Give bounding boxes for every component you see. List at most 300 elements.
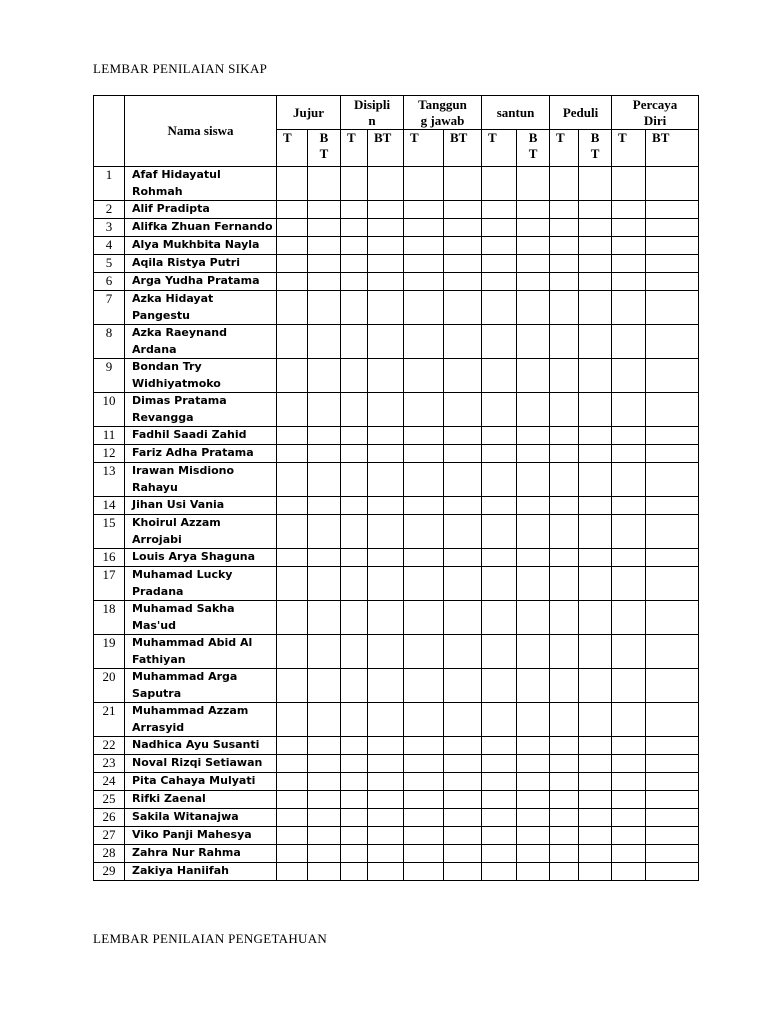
- score-cell[interactable]: [612, 549, 646, 567]
- score-cell[interactable]: [308, 809, 341, 827]
- score-cell[interactable]: [308, 567, 341, 601]
- score-cell[interactable]: [482, 737, 517, 755]
- score-cell[interactable]: [612, 827, 646, 845]
- score-cell[interactable]: [308, 497, 341, 515]
- score-cell[interactable]: [579, 549, 612, 567]
- score-cell[interactable]: [517, 255, 550, 273]
- score-cell[interactable]: [482, 863, 517, 881]
- score-cell[interactable]: [404, 863, 444, 881]
- score-cell[interactable]: [404, 755, 444, 773]
- score-cell[interactable]: [646, 237, 699, 255]
- score-cell[interactable]: [579, 669, 612, 703]
- score-cell[interactable]: [579, 703, 612, 737]
- score-cell[interactable]: [341, 737, 368, 755]
- score-cell[interactable]: [646, 863, 699, 881]
- score-cell[interactable]: [308, 863, 341, 881]
- score-cell[interactable]: [404, 497, 444, 515]
- score-cell[interactable]: [646, 809, 699, 827]
- score-cell[interactable]: [550, 863, 579, 881]
- score-cell[interactable]: [341, 291, 368, 325]
- score-cell[interactable]: [368, 219, 404, 237]
- score-cell[interactable]: [646, 669, 699, 703]
- score-cell[interactable]: [550, 167, 579, 201]
- score-cell[interactable]: [368, 755, 404, 773]
- score-cell[interactable]: [341, 463, 368, 497]
- score-cell[interactable]: [612, 445, 646, 463]
- score-cell[interactable]: [368, 325, 404, 359]
- score-cell[interactable]: [482, 845, 517, 863]
- score-cell[interactable]: [404, 359, 444, 393]
- score-cell[interactable]: [341, 601, 368, 635]
- score-cell[interactable]: [308, 325, 341, 359]
- score-cell[interactable]: [368, 291, 404, 325]
- score-cell[interactable]: [612, 273, 646, 291]
- score-cell[interactable]: [404, 669, 444, 703]
- score-cell[interactable]: [341, 567, 368, 601]
- score-cell[interactable]: [612, 755, 646, 773]
- score-cell[interactable]: [579, 515, 612, 549]
- score-cell[interactable]: [646, 737, 699, 755]
- score-cell[interactable]: [517, 601, 550, 635]
- score-cell[interactable]: [612, 863, 646, 881]
- score-cell[interactable]: [482, 549, 517, 567]
- score-cell[interactable]: [646, 427, 699, 445]
- score-cell[interactable]: [517, 845, 550, 863]
- score-cell[interactable]: [612, 237, 646, 255]
- score-cell[interactable]: [341, 669, 368, 703]
- score-cell[interactable]: [646, 463, 699, 497]
- score-cell[interactable]: [444, 737, 482, 755]
- score-cell[interactable]: [277, 393, 308, 427]
- score-cell[interactable]: [646, 635, 699, 669]
- score-cell[interactable]: [277, 497, 308, 515]
- score-cell[interactable]: [550, 445, 579, 463]
- score-cell[interactable]: [579, 167, 612, 201]
- score-cell[interactable]: [444, 291, 482, 325]
- score-cell[interactable]: [646, 567, 699, 601]
- score-cell[interactable]: [404, 809, 444, 827]
- score-cell[interactable]: [308, 549, 341, 567]
- score-cell[interactable]: [517, 219, 550, 237]
- score-cell[interactable]: [277, 255, 308, 273]
- score-cell[interactable]: [646, 601, 699, 635]
- score-cell[interactable]: [368, 359, 404, 393]
- score-cell[interactable]: [579, 635, 612, 669]
- score-cell[interactable]: [308, 737, 341, 755]
- score-cell[interactable]: [308, 445, 341, 463]
- score-cell[interactable]: [482, 827, 517, 845]
- score-cell[interactable]: [550, 325, 579, 359]
- score-cell[interactable]: [444, 567, 482, 601]
- score-cell[interactable]: [482, 445, 517, 463]
- score-cell[interactable]: [612, 219, 646, 237]
- score-cell[interactable]: [612, 601, 646, 635]
- score-cell[interactable]: [550, 359, 579, 393]
- score-cell[interactable]: [482, 515, 517, 549]
- score-cell[interactable]: [482, 427, 517, 445]
- score-cell[interactable]: [308, 703, 341, 737]
- score-cell[interactable]: [341, 773, 368, 791]
- score-cell[interactable]: [579, 393, 612, 427]
- score-cell[interactable]: [646, 703, 699, 737]
- score-cell[interactable]: [277, 515, 308, 549]
- score-cell[interactable]: [444, 219, 482, 237]
- score-cell[interactable]: [277, 359, 308, 393]
- score-cell[interactable]: [517, 515, 550, 549]
- score-cell[interactable]: [517, 755, 550, 773]
- score-cell[interactable]: [404, 237, 444, 255]
- score-cell[interactable]: [612, 809, 646, 827]
- score-cell[interactable]: [404, 601, 444, 635]
- score-cell[interactable]: [404, 635, 444, 669]
- score-cell[interactable]: [444, 703, 482, 737]
- score-cell[interactable]: [277, 445, 308, 463]
- score-cell[interactable]: [444, 463, 482, 497]
- score-cell[interactable]: [579, 291, 612, 325]
- score-cell[interactable]: [646, 167, 699, 201]
- score-cell[interactable]: [341, 237, 368, 255]
- score-cell[interactable]: [341, 393, 368, 427]
- score-cell[interactable]: [444, 827, 482, 845]
- score-cell[interactable]: [646, 325, 699, 359]
- score-cell[interactable]: [579, 427, 612, 445]
- score-cell[interactable]: [277, 755, 308, 773]
- score-cell[interactable]: [308, 291, 341, 325]
- score-cell[interactable]: [308, 273, 341, 291]
- score-cell[interactable]: [308, 167, 341, 201]
- score-cell[interactable]: [308, 393, 341, 427]
- score-cell[interactable]: [308, 515, 341, 549]
- score-cell[interactable]: [579, 219, 612, 237]
- score-cell[interactable]: [277, 273, 308, 291]
- score-cell[interactable]: [612, 567, 646, 601]
- score-cell[interactable]: [404, 445, 444, 463]
- score-cell[interactable]: [308, 669, 341, 703]
- score-cell[interactable]: [444, 809, 482, 827]
- score-cell[interactable]: [341, 515, 368, 549]
- score-cell[interactable]: [368, 237, 404, 255]
- score-cell[interactable]: [612, 291, 646, 325]
- score-cell[interactable]: [444, 359, 482, 393]
- score-cell[interactable]: [550, 635, 579, 669]
- score-cell[interactable]: [341, 255, 368, 273]
- score-cell[interactable]: [579, 845, 612, 863]
- score-cell[interactable]: [341, 273, 368, 291]
- score-cell[interactable]: [579, 463, 612, 497]
- score-cell[interactable]: [277, 827, 308, 845]
- score-cell[interactable]: [277, 635, 308, 669]
- score-cell[interactable]: [368, 635, 404, 669]
- score-cell[interactable]: [517, 863, 550, 881]
- score-cell[interactable]: [646, 549, 699, 567]
- score-cell[interactable]: [404, 255, 444, 273]
- score-cell[interactable]: [482, 393, 517, 427]
- score-cell[interactable]: [277, 601, 308, 635]
- score-cell[interactable]: [277, 737, 308, 755]
- score-cell[interactable]: [308, 601, 341, 635]
- score-cell[interactable]: [550, 497, 579, 515]
- score-cell[interactable]: [517, 497, 550, 515]
- score-cell[interactable]: [404, 567, 444, 601]
- score-cell[interactable]: [482, 167, 517, 201]
- score-cell[interactable]: [308, 201, 341, 219]
- score-cell[interactable]: [277, 773, 308, 791]
- score-cell[interactable]: [646, 845, 699, 863]
- score-cell[interactable]: [444, 845, 482, 863]
- score-cell[interactable]: [612, 359, 646, 393]
- score-cell[interactable]: [612, 325, 646, 359]
- score-cell[interactable]: [579, 791, 612, 809]
- score-cell[interactable]: [550, 219, 579, 237]
- score-cell[interactable]: [579, 601, 612, 635]
- score-cell[interactable]: [579, 445, 612, 463]
- score-cell[interactable]: [368, 827, 404, 845]
- score-cell[interactable]: [482, 273, 517, 291]
- score-cell[interactable]: [579, 255, 612, 273]
- score-cell[interactable]: [550, 703, 579, 737]
- score-cell[interactable]: [341, 549, 368, 567]
- score-cell[interactable]: [646, 255, 699, 273]
- score-cell[interactable]: [341, 219, 368, 237]
- score-cell[interactable]: [444, 167, 482, 201]
- score-cell[interactable]: [444, 445, 482, 463]
- score-cell[interactable]: [368, 273, 404, 291]
- score-cell[interactable]: [612, 463, 646, 497]
- score-cell[interactable]: [277, 201, 308, 219]
- score-cell[interactable]: [550, 549, 579, 567]
- score-cell[interactable]: [579, 773, 612, 791]
- score-cell[interactable]: [404, 703, 444, 737]
- score-cell[interactable]: [482, 291, 517, 325]
- score-cell[interactable]: [308, 827, 341, 845]
- score-cell[interactable]: [368, 427, 404, 445]
- score-cell[interactable]: [646, 273, 699, 291]
- score-cell[interactable]: [277, 567, 308, 601]
- score-cell[interactable]: [579, 201, 612, 219]
- score-cell[interactable]: [550, 809, 579, 827]
- score-cell[interactable]: [341, 703, 368, 737]
- score-cell[interactable]: [368, 703, 404, 737]
- score-cell[interactable]: [517, 567, 550, 601]
- score-cell[interactable]: [308, 237, 341, 255]
- score-cell[interactable]: [368, 201, 404, 219]
- score-cell[interactable]: [482, 567, 517, 601]
- score-cell[interactable]: [341, 827, 368, 845]
- score-cell[interactable]: [341, 635, 368, 669]
- score-cell[interactable]: [579, 273, 612, 291]
- score-cell[interactable]: [550, 601, 579, 635]
- score-cell[interactable]: [646, 827, 699, 845]
- score-cell[interactable]: [308, 635, 341, 669]
- score-cell[interactable]: [646, 773, 699, 791]
- score-cell[interactable]: [550, 291, 579, 325]
- score-cell[interactable]: [444, 755, 482, 773]
- score-cell[interactable]: [612, 201, 646, 219]
- score-cell[interactable]: [341, 167, 368, 201]
- score-cell[interactable]: [277, 845, 308, 863]
- score-cell[interactable]: [579, 325, 612, 359]
- score-cell[interactable]: [482, 669, 517, 703]
- score-cell[interactable]: [579, 755, 612, 773]
- score-cell[interactable]: [550, 791, 579, 809]
- score-cell[interactable]: [612, 515, 646, 549]
- score-cell[interactable]: [482, 237, 517, 255]
- score-cell[interactable]: [444, 863, 482, 881]
- score-cell[interactable]: [482, 773, 517, 791]
- score-cell[interactable]: [579, 237, 612, 255]
- score-cell[interactable]: [341, 791, 368, 809]
- score-cell[interactable]: [579, 567, 612, 601]
- score-cell[interactable]: [277, 669, 308, 703]
- score-cell[interactable]: [341, 201, 368, 219]
- score-cell[interactable]: [482, 601, 517, 635]
- score-cell[interactable]: [444, 497, 482, 515]
- score-cell[interactable]: [482, 703, 517, 737]
- score-cell[interactable]: [517, 809, 550, 827]
- score-cell[interactable]: [404, 219, 444, 237]
- score-cell[interactable]: [277, 463, 308, 497]
- score-cell[interactable]: [404, 791, 444, 809]
- score-cell[interactable]: [444, 255, 482, 273]
- score-cell[interactable]: [404, 167, 444, 201]
- score-cell[interactable]: [482, 325, 517, 359]
- score-cell[interactable]: [444, 773, 482, 791]
- score-cell[interactable]: [517, 827, 550, 845]
- score-cell[interactable]: [277, 791, 308, 809]
- score-cell[interactable]: [579, 737, 612, 755]
- score-cell[interactable]: [308, 773, 341, 791]
- score-cell[interactable]: [612, 845, 646, 863]
- score-cell[interactable]: [404, 393, 444, 427]
- score-cell[interactable]: [368, 773, 404, 791]
- score-cell[interactable]: [404, 273, 444, 291]
- score-cell[interactable]: [368, 515, 404, 549]
- score-cell[interactable]: [368, 845, 404, 863]
- score-cell[interactable]: [517, 737, 550, 755]
- score-cell[interactable]: [579, 827, 612, 845]
- score-cell[interactable]: [550, 393, 579, 427]
- score-cell[interactable]: [368, 737, 404, 755]
- score-cell[interactable]: [612, 737, 646, 755]
- score-cell[interactable]: [612, 167, 646, 201]
- score-cell[interactable]: [368, 863, 404, 881]
- score-cell[interactable]: [482, 635, 517, 669]
- score-cell[interactable]: [444, 427, 482, 445]
- score-cell[interactable]: [308, 791, 341, 809]
- score-cell[interactable]: [646, 515, 699, 549]
- score-cell[interactable]: [517, 445, 550, 463]
- score-cell[interactable]: [550, 237, 579, 255]
- score-cell[interactable]: [482, 791, 517, 809]
- score-cell[interactable]: [612, 427, 646, 445]
- score-cell[interactable]: [482, 809, 517, 827]
- score-cell[interactable]: [404, 201, 444, 219]
- score-cell[interactable]: [612, 497, 646, 515]
- score-cell[interactable]: [579, 809, 612, 827]
- score-cell[interactable]: [444, 393, 482, 427]
- score-cell[interactable]: [277, 427, 308, 445]
- score-cell[interactable]: [404, 773, 444, 791]
- score-cell[interactable]: [368, 255, 404, 273]
- score-cell[interactable]: [517, 325, 550, 359]
- score-cell[interactable]: [277, 325, 308, 359]
- score-cell[interactable]: [517, 549, 550, 567]
- score-cell[interactable]: [308, 427, 341, 445]
- score-cell[interactable]: [277, 291, 308, 325]
- score-cell[interactable]: [444, 201, 482, 219]
- score-cell[interactable]: [308, 219, 341, 237]
- score-cell[interactable]: [517, 359, 550, 393]
- score-cell[interactable]: [444, 549, 482, 567]
- score-cell[interactable]: [341, 325, 368, 359]
- score-cell[interactable]: [277, 219, 308, 237]
- score-cell[interactable]: [482, 201, 517, 219]
- score-cell[interactable]: [368, 669, 404, 703]
- score-cell[interactable]: [277, 863, 308, 881]
- score-cell[interactable]: [550, 827, 579, 845]
- score-cell[interactable]: [517, 167, 550, 201]
- score-cell[interactable]: [277, 809, 308, 827]
- score-cell[interactable]: [341, 845, 368, 863]
- score-cell[interactable]: [612, 703, 646, 737]
- score-cell[interactable]: [517, 669, 550, 703]
- score-cell[interactable]: [277, 237, 308, 255]
- score-cell[interactable]: [404, 463, 444, 497]
- score-cell[interactable]: [646, 201, 699, 219]
- score-cell[interactable]: [482, 219, 517, 237]
- score-cell[interactable]: [517, 773, 550, 791]
- score-cell[interactable]: [550, 567, 579, 601]
- score-cell[interactable]: [579, 497, 612, 515]
- score-cell[interactable]: [277, 549, 308, 567]
- score-cell[interactable]: [517, 273, 550, 291]
- score-cell[interactable]: [550, 255, 579, 273]
- score-cell[interactable]: [612, 669, 646, 703]
- score-cell[interactable]: [612, 255, 646, 273]
- score-cell[interactable]: [517, 291, 550, 325]
- score-cell[interactable]: [517, 237, 550, 255]
- score-cell[interactable]: [308, 255, 341, 273]
- score-cell[interactable]: [404, 827, 444, 845]
- score-cell[interactable]: [517, 427, 550, 445]
- score-cell[interactable]: [368, 601, 404, 635]
- score-cell[interactable]: [550, 427, 579, 445]
- score-cell[interactable]: [308, 755, 341, 773]
- score-cell[interactable]: [517, 791, 550, 809]
- score-cell[interactable]: [341, 863, 368, 881]
- score-cell[interactable]: [444, 791, 482, 809]
- score-cell[interactable]: [404, 515, 444, 549]
- score-cell[interactable]: [368, 549, 404, 567]
- score-cell[interactable]: [550, 845, 579, 863]
- score-cell[interactable]: [482, 755, 517, 773]
- score-cell[interactable]: [646, 359, 699, 393]
- score-cell[interactable]: [368, 463, 404, 497]
- score-cell[interactable]: [482, 359, 517, 393]
- score-cell[interactable]: [646, 445, 699, 463]
- score-cell[interactable]: [550, 755, 579, 773]
- score-cell[interactable]: [404, 845, 444, 863]
- score-cell[interactable]: [444, 515, 482, 549]
- score-cell[interactable]: [482, 463, 517, 497]
- score-cell[interactable]: [404, 737, 444, 755]
- score-cell[interactable]: [341, 427, 368, 445]
- score-cell[interactable]: [341, 755, 368, 773]
- score-cell[interactable]: [517, 201, 550, 219]
- score-cell[interactable]: [646, 791, 699, 809]
- score-cell[interactable]: [341, 445, 368, 463]
- score-cell[interactable]: [579, 359, 612, 393]
